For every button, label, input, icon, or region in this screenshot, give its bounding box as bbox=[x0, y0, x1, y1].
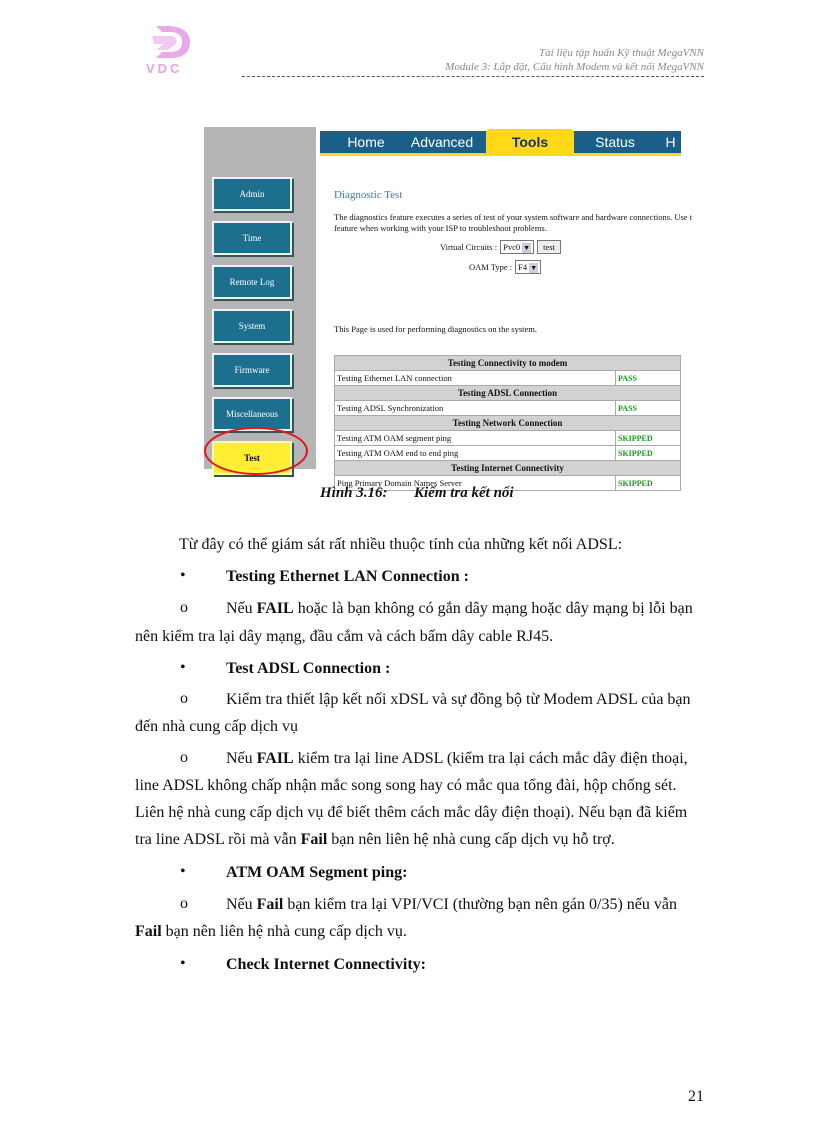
table-row bbox=[335, 446, 681, 461]
text-line: Nếu FAIL hoặc là bạn không có gắn dây mạng hoặc dây mạng bị lỗi bạn bbox=[226, 600, 693, 617]
sidebar-item-system[interactable]: System bbox=[212, 309, 292, 343]
sub-bullet-2-1: o bbox=[180, 690, 188, 707]
oam-value: F4 bbox=[518, 262, 528, 272]
bullet-4-heading: Check Internet Connectivity: bbox=[226, 956, 426, 973]
tab-status[interactable]: Status bbox=[595, 134, 635, 150]
logo-text: VDC bbox=[146, 61, 183, 76]
section-title: Testing Connectivity to modem bbox=[335, 356, 681, 371]
oam-label: OAM Type : bbox=[469, 262, 513, 272]
vc-label: Virtual Circuits : bbox=[440, 242, 498, 252]
section-title: Testing Internet Connectivity bbox=[335, 461, 681, 476]
test-button[interactable]: test bbox=[537, 240, 561, 254]
sidebar-item-miscellaneous[interactable]: Miscellaneous bbox=[212, 397, 292, 431]
table-section-header bbox=[335, 416, 681, 431]
tab-help[interactable]: H bbox=[665, 134, 676, 150]
test-result: SKIPPED bbox=[616, 431, 681, 446]
text-line: nên kiểm tra lại dây mạng, đầu cắm và cách bấm dây cable RJ45. bbox=[135, 628, 554, 645]
sub-bullet-2-2: o bbox=[180, 749, 188, 766]
description-line-1: The diagnostics feature executes a series of test of your system software and hardware connections. Use t bbox=[334, 212, 693, 222]
sidebar-item-remote-log[interactable]: Remote Log bbox=[212, 265, 292, 299]
document-header bbox=[445, 46, 704, 74]
text-line: Nếu FAIL kiểm tra lại line ADSL (kiểm tra lại cách mắc dây điện thoại, bbox=[226, 750, 688, 767]
vdc-logo bbox=[146, 24, 206, 78]
figure-caption bbox=[320, 485, 514, 502]
panel-note: This Page is used for performing diagnostics on the system. bbox=[334, 324, 538, 334]
bullet-3: • bbox=[180, 863, 186, 880]
page-number: 21 bbox=[688, 1088, 704, 1105]
table-section-header bbox=[335, 386, 681, 401]
top-tabs bbox=[320, 127, 681, 157]
bullet-2-heading: Test ADSL Connection : bbox=[226, 660, 391, 677]
text-line: tra line ADSL rồi mà vẫn Fail bạn nên liên hệ nhà cung cấp dịch vụ hỗ trợ. bbox=[135, 831, 615, 848]
vc-row bbox=[440, 240, 561, 254]
chevron-down-icon: ▼ bbox=[530, 264, 538, 273]
test-name: Testing ADSL Synchronization bbox=[335, 401, 616, 416]
tab-home[interactable]: Home bbox=[347, 134, 385, 150]
tab-underline bbox=[320, 153, 681, 156]
vc-select[interactable] bbox=[500, 240, 534, 254]
chevron-down-icon: ▼ bbox=[523, 244, 531, 253]
bullet-1-heading: Testing Ethernet LAN Connection : bbox=[226, 568, 469, 585]
header-line-1: Tài liệu tập huấn Kỹ thuật MegaVNN bbox=[539, 47, 704, 59]
text-line: Liên hệ nhà cung cấp dịch vụ để biết thêm cách mắc dây điện thoại). Nếu bạn đã kiểm bbox=[135, 804, 688, 821]
bullet-3-heading: ATM OAM Segment ping: bbox=[226, 864, 408, 881]
panel-description bbox=[334, 212, 693, 234]
vc-value: Pvc0 bbox=[503, 242, 521, 252]
oam-row bbox=[469, 260, 541, 274]
test-name: Testing ATM OAM segment ping bbox=[335, 431, 616, 446]
header-line-2: Module 3: Lắp đặt, Cấu hình Modem và kết nối MegaVNN bbox=[445, 61, 704, 73]
table-row bbox=[335, 431, 681, 446]
text-line: line ADSL không chấp nhận mắc song song hay có mắc qua tổng đài, hộp chống sét. bbox=[135, 777, 677, 794]
diagnostic-table bbox=[334, 355, 681, 491]
highlight-ring bbox=[204, 427, 308, 475]
panel-title: Diagnostic Test bbox=[334, 189, 403, 201]
header-divider bbox=[242, 76, 704, 77]
test-result: PASS bbox=[616, 371, 681, 386]
section-title: Testing ADSL Connection bbox=[335, 386, 681, 401]
oam-select[interactable] bbox=[515, 260, 541, 274]
sidebar-item-time[interactable]: Time bbox=[212, 221, 292, 255]
section-title: Testing Network Connection bbox=[335, 416, 681, 431]
text-line: Nếu Fail bạn kiểm tra lại VPI/VCI (thường bạn nên gán 0/35) nếu vẫn bbox=[226, 896, 677, 913]
router-screenshot bbox=[204, 127, 693, 488]
sidebar bbox=[204, 127, 316, 469]
table-row bbox=[335, 401, 681, 416]
text-line: đến nhà cung cấp dịch vụ bbox=[135, 718, 299, 735]
sidebar-item-admin[interactable]: Admin bbox=[212, 177, 292, 211]
test-result: PASS bbox=[616, 401, 681, 416]
vdc-logo-mark bbox=[150, 24, 194, 60]
test-name: Ping Primary Domain Names Server bbox=[335, 476, 616, 491]
tab-advanced[interactable]: Advanced bbox=[410, 134, 474, 150]
diagnostic-panel bbox=[320, 157, 693, 488]
sub-bullet-1-1: o bbox=[180, 599, 188, 616]
table-section-header bbox=[335, 461, 681, 476]
text-line: Kiểm tra thiết lập kết nối xDSL và sự đồng bộ từ Modem ADSL của bạn bbox=[226, 691, 691, 708]
test-result: SKIPPED bbox=[616, 476, 681, 491]
description-line-2: feature when working with your ISP to troubleshoot problems. bbox=[334, 223, 547, 233]
caption-number: Hình 3.16: bbox=[320, 485, 388, 501]
table-section-header bbox=[335, 356, 681, 371]
test-name: Testing Ethernet LAN connection bbox=[335, 371, 616, 386]
test-name: Testing ATM OAM end to end ping bbox=[335, 446, 616, 461]
tab-tools[interactable]: Tools bbox=[486, 129, 574, 155]
bullet-2: • bbox=[180, 659, 186, 676]
bullet-1: • bbox=[180, 567, 186, 584]
text-line: Fail bạn nên liên hệ nhà cung cấp dịch vụ. bbox=[135, 923, 407, 940]
sub-bullet-3-1: o bbox=[180, 895, 188, 912]
sidebar-item-test[interactable]: Test bbox=[212, 441, 292, 475]
sidebar-item-firmware[interactable]: Firmware bbox=[212, 353, 292, 387]
intro-paragraph: Từ đây có thể giám sát rất nhiều thuộc tính của những kết nối ADSL: bbox=[179, 536, 623, 553]
caption-text: Kiểm tra kết nối bbox=[414, 485, 514, 501]
bullet-4: • bbox=[180, 955, 186, 972]
test-result: SKIPPED bbox=[616, 446, 681, 461]
table-row bbox=[335, 371, 681, 386]
